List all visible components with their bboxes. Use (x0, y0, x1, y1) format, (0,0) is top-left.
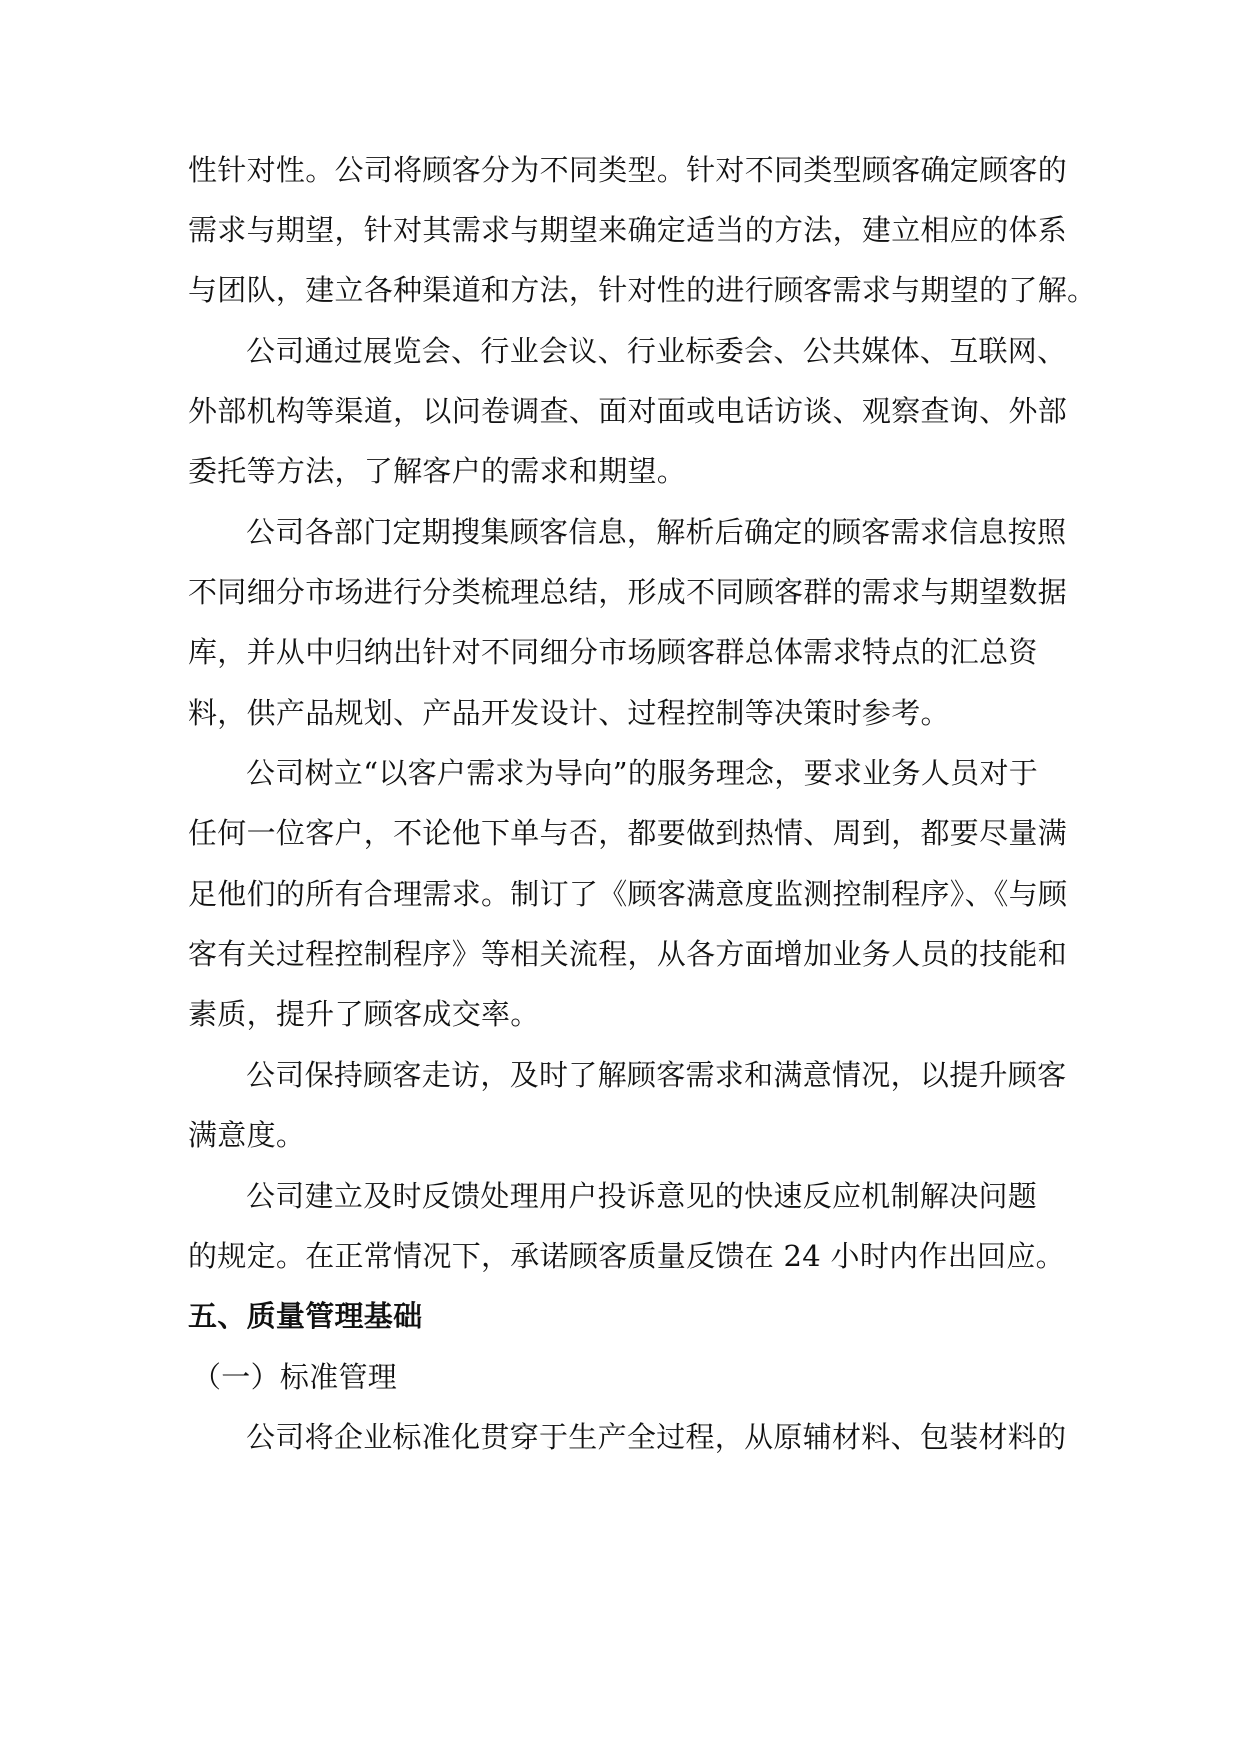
paragraph-line: 客有关过程控制程序》等相关流程，从各方面增加业务人员的技能和 (188, 937, 1068, 971)
paragraph-line: 与团队，建立各种渠道和方法，针对性的进行顾客需求与期望的了解。 (188, 273, 1097, 307)
section-heading: 五、质量管理基础 (188, 1299, 423, 1333)
paragraph-line: 满意度。 (188, 1118, 306, 1152)
subsection-heading: （一）标准管理 (192, 1360, 398, 1394)
paragraph-line: 公司保持顾客走访，及时了解顾客需求和满意情况，以提升顾客 (246, 1058, 1067, 1092)
paragraph-line: 需求与期望，针对其需求与期望来确定适当的方法，建立相应的体系 (188, 213, 1068, 247)
paragraph-line: 公司通过展览会、行业会议、行业标委会、公共媒体、互联网、 (246, 334, 1067, 368)
paragraph-line: 外部机构等渠道，以问卷调查、面对面或电话访谈、观察查询、外部 (188, 394, 1068, 428)
paragraph-line: 公司树立“以客户需求为导向”的服务理念，要求业务人员对于 (246, 756, 1039, 790)
paragraph-line: 公司将企业标准化贯穿于生产全过程，从原辅材料、包装材料的 (246, 1420, 1067, 1454)
paragraph-line: 的规定。在正常情况下，承诺顾客质量反馈在 24 小时内作出回应。 (188, 1239, 1065, 1273)
paragraph-line: 不同细分市场进行分类梳理总结，形成不同顾客群的需求与期望数据 (188, 575, 1068, 609)
paragraph-line: 公司各部门定期搜集顾客信息，解析后确定的顾客需求信息按照 (246, 515, 1067, 549)
paragraph-line: 公司建立及时反馈处理用户投诉意见的快速反应机制解决问题 (246, 1179, 1038, 1213)
paragraph-line: 足他们的所有合理需求。制订了《顾客满意度监测控制程序》、《与顾 (188, 877, 1068, 911)
paragraph-line: 素质，提升了顾客成交率。 (188, 997, 540, 1031)
paragraph-line: 性针对性。公司将顾客分为不同类型。针对不同类型顾客确定顾客的 (188, 153, 1068, 187)
paragraph-line: 任何一位客户，不论他下单与否，都要做到热情、周到，都要尽量满 (188, 816, 1068, 850)
paragraph-line: 料，供产品规划、产品开发设计、过程控制等决策时参考。 (188, 696, 950, 730)
paragraph-line: 库，并从中归纳出针对不同细分市场顾客群总体需求特点的汇总资 (188, 635, 1038, 669)
paragraph-line: 委托等方法，了解客户的需求和期望。 (188, 454, 687, 488)
